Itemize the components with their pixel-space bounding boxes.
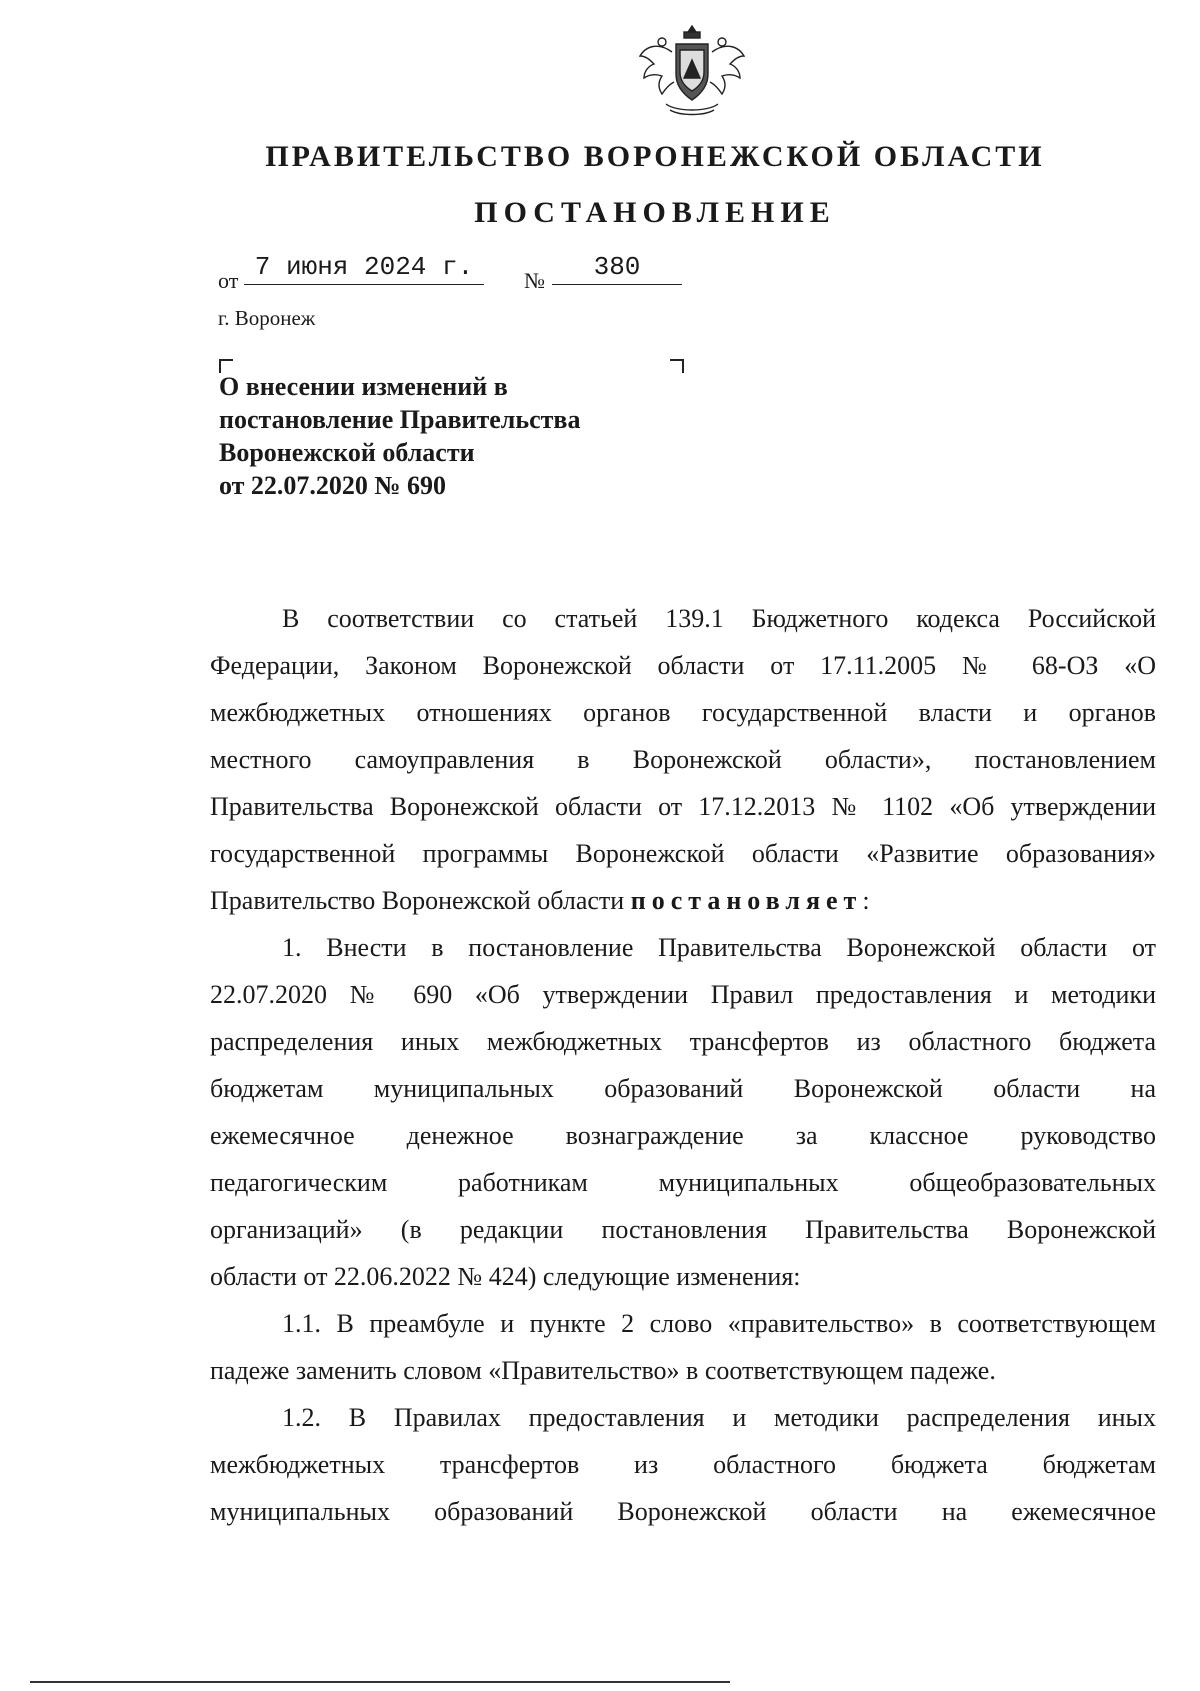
organization-title: ПРАВИТЕЛЬСТВО ВОРОНЕЖСКОЙ ОБЛАСТИ <box>265 140 1045 173</box>
resolves-colon: : <box>862 886 870 915</box>
body-line: 1. Внести в постановление Правительства Воронежской области от <box>282 933 1156 962</box>
number-value: 380 <box>552 254 682 285</box>
body-line: межбюджетных отношениях органов государственной власти и органов <box>210 698 1156 727</box>
body-line: Федерации, Законом Воронежской области от 17.11.2005 № 68-ОЗ «О <box>210 651 1156 680</box>
body-line: организаций» (в редакции постановления Правительства Воронежской <box>210 1215 1156 1244</box>
document-body <box>210 595 1156 1535</box>
body-line: 22.07.2020 № 690 «Об утверждении Правил предоставления и методики <box>210 980 1156 1009</box>
subject-line: Воронежской области <box>219 438 475 467</box>
body-line: распределения иных межбюджетных трансфертов из областного бюджета <box>210 1027 1156 1056</box>
body-line-text: Правительство Воронежской области <box>210 886 625 915</box>
body-line: 1.2. В Правилах предоставления и методики распределения иных <box>282 1403 1156 1432</box>
body-line: области от 22.06.2022 № 424) следующие изменения: <box>210 1262 801 1291</box>
resolves-word: постановляет <box>630 886 863 915</box>
body-line: муниципальных образований Воронежской области на ежемесячное <box>210 1497 1156 1526</box>
body-line: ежемесячное денежное вознаграждение за классное руководство <box>210 1121 1156 1150</box>
coat-of-arms-icon <box>632 22 752 122</box>
body-line: педагогическим работникам муниципальных общеобразовательных <box>210 1168 1156 1197</box>
date-label: от <box>218 268 239 293</box>
body-line: В соответствии со статьей 139.1 Бюджетного кодекса Российской <box>282 604 1156 633</box>
subject-line: от 22.07.2020 № 690 <box>219 471 447 500</box>
subject-corner-right <box>670 359 684 373</box>
date-value: 7 июня 2024 г. <box>244 254 484 285</box>
document-type-title: ПОСТАНОВЛЕНИЕ <box>474 196 836 229</box>
number-label: № <box>524 268 545 293</box>
body-line: государственной программы Воронежской области «Развитие образования» <box>210 839 1156 868</box>
body-line-resolves <box>210 877 1156 924</box>
city-line: г. Воронеж <box>218 306 316 330</box>
subject-line: постановление Правительства <box>219 405 581 434</box>
body-line: падеже заменить словом «Правительство» в соответствующем падеже. <box>210 1356 996 1385</box>
body-line: Правительства Воронежской области от 17.12.2013 № 1102 «Об утверждении <box>210 792 1156 821</box>
subject-line: О внесении изменений в <box>219 372 508 401</box>
document-subject <box>219 370 580 502</box>
page-bottom-rule <box>30 1681 730 1683</box>
body-line: 1.1. В преамбуле и пункте 2 слово «правительство» в соответствующем <box>282 1309 1156 1338</box>
body-line: межбюджетных трансфертов из областного бюджета бюджетам <box>210 1450 1156 1479</box>
body-line: бюджетам муниципальных образований Воронежской области на <box>210 1074 1156 1103</box>
body-line: местного самоуправления в Воронежской области», постановлением <box>210 745 1156 774</box>
